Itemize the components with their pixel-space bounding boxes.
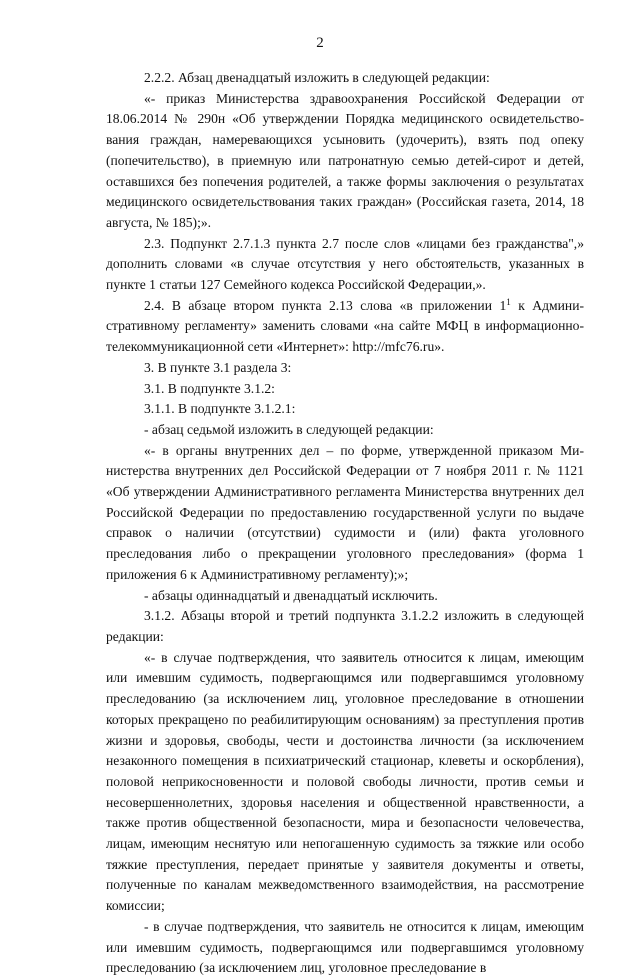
document-body (106, 68, 584, 979)
paragraph-mvd-quote: «- в органы внутренних дел – по форме, утвержденной приказом Министерства внутренних дел Российской Федерации от 7 ноября 2011 г. № 1121 «Об утверждении Административного регламента Министерства внутренних дел Российской Федерации по предоставлению государственной услуги по выдаче справок о наличии (отсутствии) судимости и (или) факта уголовного преследования либо о прекращении уголовного преследования» (форма 1 приложения 6 к Административному регламенту);»; (106, 442, 584, 582)
paragraph-2-3: 2.3. Подпункт 2.7.1.3 пункта 2.7 после слов «лицами без гражданства",» дополнить словами «в случае отсутствия у него обстоятельств, указанных в пункте 1 статьи 127 Семейного кодекса Российской Федерации,». (106, 235, 584, 293)
paragraph-seventh-abzats: - абзац седьмой изложить в следующей редакции: (144, 421, 434, 437)
paragraph-no-conviction: - в случае подтверждения, что заявитель не относится к лицам, имеющим или имевшим судимость, подвергающимся или подвергавшимся уголовному преследованию (за исключением лиц, уголовное преследование в (106, 918, 584, 976)
paragraph-3-1-2: 3.1.2. Абзацы второй и третий подпункта 3.1.2.2 изложить в следующей редакции: (106, 608, 584, 644)
paragraph-3: 3. В пункте 3.1 раздела 3: (144, 359, 292, 375)
paragraph-2-4 (106, 296, 584, 358)
superscript-mark: 1 (506, 296, 511, 307)
paragraph-2-4-end: к Административному регламенту» заменить словами «на сайте МФЦ в информационно-телекоммуникационной сети «Интернет»: http://mfc76.ru». (106, 297, 584, 355)
paragraph-2-4-start: 2.4. В абзаце втором пункта 2.13 слова «в приложении 1 (144, 297, 507, 313)
paragraph-conviction-quote: «- в случае подтверждения, что заявитель относится к лицам, имеющим или имевшим судимость, подвергающимся или подвергавшимся уголовному преследованию (за исключением лиц, уголовное преследование в отношении которых прекращено по реабилитирующим основаниям) за преступления против жизни и здоровья, свободы, чести и достоинства личности (за исключением незаконного помещения в психиатрический стационар, клеветы и оскорбления), половой неприкосновенности и половой свободы личности, против семьи и несовершеннолетних, здоровья населения и общественной нравственности, а также против общественной безопасности, мира и безопасности человечества, лицам, имеющим неснятую или непогашенную судимость за тяжкие или особо тяжкие преступления, передает принятые у заявителя документы и ответы, полученные по каналам межведомственного взаимодействия, на рассмотрение комиссии; (106, 649, 584, 914)
paragraph-order-quote: «- приказ Министерства здравоохранения Российской Федерации от 18.06.2014 № 290н «Об утверждении Порядка медицинского освидетельствования граждан, намеревающихся усыновить (удочерить), взять под опеку (попечительство), в приемную или патронатную семью детей-сирот и детей, оставшихся без попечения родителей, а также формы заключения о результатах медицинского освидетельствования таких граждан» (Российская газета, 2014, 18 августа, № 185);». (106, 90, 584, 230)
paragraph-3-1-1: 3.1.1. В подпункте 3.1.2.1: (144, 401, 296, 417)
paragraph-exclude: - абзацы одиннадцатый и двенадцатый исключить. (144, 587, 438, 603)
page-number: 2 (316, 35, 324, 51)
paragraph-3-1: 3.1. В подпункте 3.1.2: (144, 380, 275, 396)
paragraph-2-2-2: 2.2.2. Абзац двенадцатый изложить в следующей редакции: (144, 70, 490, 85)
